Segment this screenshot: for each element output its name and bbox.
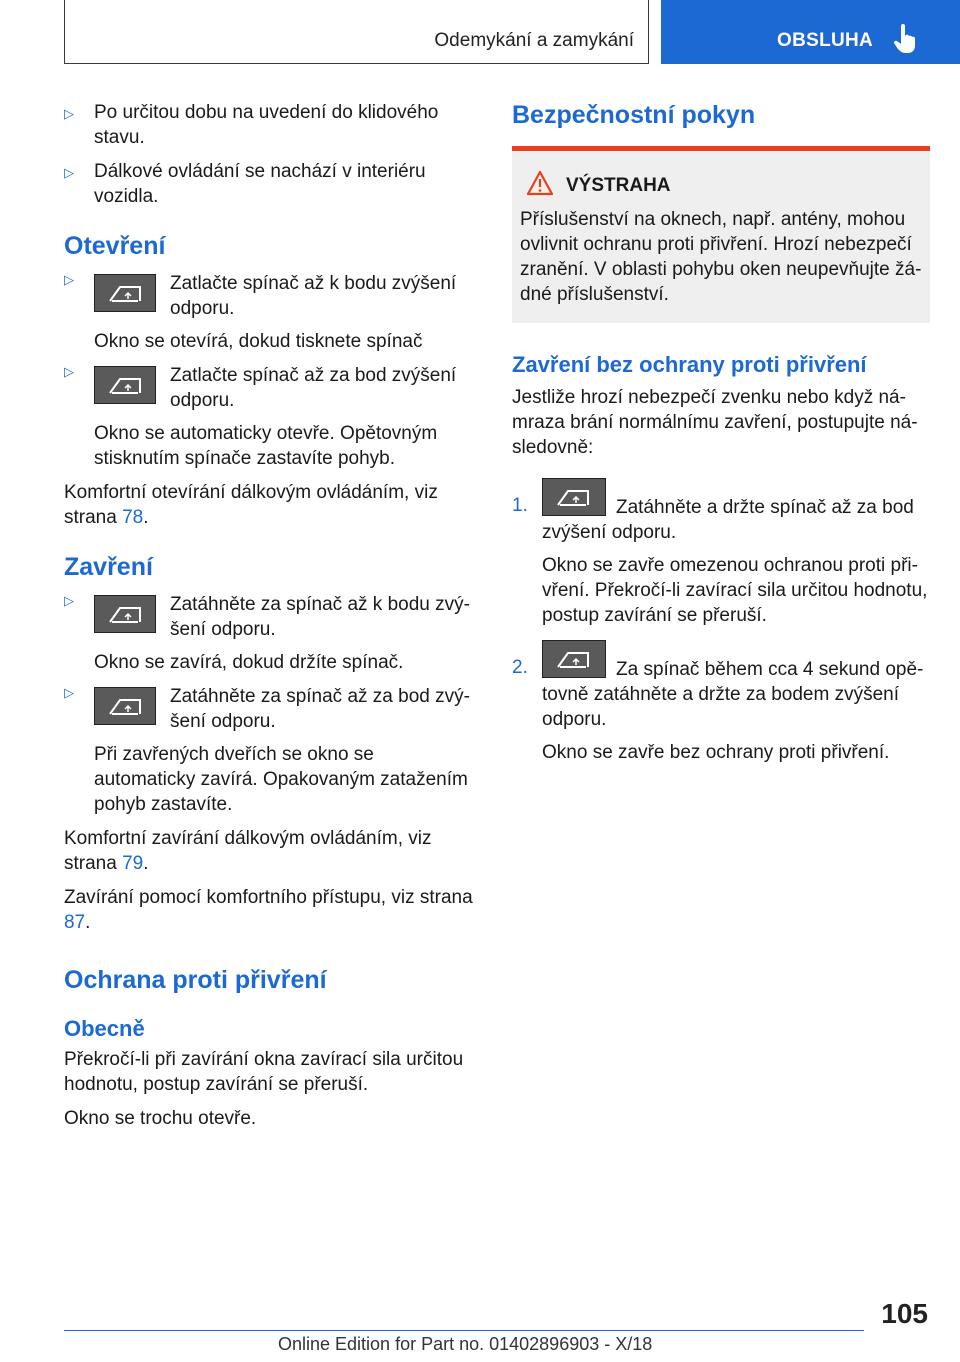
triangle-right-icon: ▷ <box>64 593 74 608</box>
left-column <box>64 100 480 1140</box>
cross-reference: Komfortní zavírání dálkovým ovládáním, viz strana 79. <box>64 828 432 874</box>
header-chapter-tab <box>661 0 960 64</box>
cross-reference: Zavírání pomocí komfortního přístupu, viz strana 87. <box>64 887 473 933</box>
section-title-protection: Ochrana proti přivření <box>64 966 327 994</box>
paragraph: Překročí-li při zavírání okna zavírací sila určitou hodnotu, postup zavírání se přeruší. <box>64 1049 464 1095</box>
triangle-right-icon: ▷ <box>64 685 74 700</box>
warning-triangle-icon <box>526 170 554 196</box>
window-switch-icon <box>94 366 156 404</box>
footer-divider <box>64 1330 864 1331</box>
list-item: ▷ Po určitou dobu na uvedení do klidového stavu. <box>64 102 439 148</box>
right-column <box>512 100 930 774</box>
page-number: 105 <box>881 1298 928 1329</box>
warning-box <box>512 146 930 323</box>
triangle-right-icon: ▷ <box>64 364 74 379</box>
step-note: Okno se zavře omezenou ochranou proti přivření. Překročí-li zavírací sila určitou hodnotu, postup zavírání se přeruší. <box>542 555 928 626</box>
window-switch-icon <box>542 640 606 678</box>
step-note: Okno se otevírá, dokud tisknete spínač <box>94 331 423 352</box>
step-number: 2. <box>512 657 528 678</box>
step-item: ▷ Zatáhněte za spínač až k bodu zvýšení odporu. <box>64 593 470 640</box>
numbered-step: 1. Zatáhněte a držte spínač až za bod zvýšení odporu. <box>512 478 930 545</box>
step-number: 1. <box>512 495 528 516</box>
step-item: ▷ Zatáhněte za spínač až za bod zvýšení odporu. <box>64 685 470 732</box>
cross-reference: Komfortní otevírání dálkovým ovládáním, viz strana 78. <box>64 482 438 528</box>
step-item: ▷ Zatlačte spínač až k bodu zvýšení odporu. <box>64 272 457 319</box>
triangle-right-icon: ▷ <box>64 165 74 180</box>
triangle-right-icon: ▷ <box>64 106 74 121</box>
page-link[interactable]: 79 <box>122 853 144 874</box>
section-title-no-protection: Zavření bez ochrany proti přivření <box>512 352 867 377</box>
section-title-safety: Bezpečnostní pokyn <box>512 101 756 129</box>
step-item: ▷ Zatlačte spínač až za bod zvýšení odporu. <box>64 364 457 411</box>
triangle-right-icon: ▷ <box>64 272 74 287</box>
paragraph: Jestliže hrozí nebezpečí zvenku nebo když námraza brání normálnímu zavření, postupujte následovně: <box>512 387 918 458</box>
header-chapter-title: OBSLUHA <box>777 30 874 51</box>
section-title-closing: Zavření <box>64 553 153 581</box>
window-switch-icon <box>542 478 606 516</box>
list-item: ▷ Dálkové ovládání se nachází v interiéru vozidla. <box>64 161 426 207</box>
section-title-opening: Otevření <box>64 232 166 260</box>
warning-title: VÝSTRAHA <box>566 175 922 197</box>
hand-pointer-icon <box>893 24 919 54</box>
window-switch-icon <box>94 274 156 312</box>
footer-edition: Online Edition for Part no. 01402896903 - X/18 <box>278 1334 653 1354</box>
numbered-step: 2. Za spínač během cca 4 sekund opětovně zatáhněte a držte za bodem zvýšení odporu. <box>512 640 930 732</box>
window-switch-icon <box>94 687 156 725</box>
subsection-title: Obecně <box>64 1016 145 1041</box>
header-section-tab <box>64 0 649 64</box>
paragraph: Okno se trochu otevře. <box>64 1108 257 1129</box>
step-note: Při zavřených dveřích se okno se automaticky zavírá. Opakovaným zatažením pohyb zastavíte. <box>94 744 468 815</box>
page-link[interactable]: 87 <box>64 912 86 933</box>
warning-text: Příslušenství na oknech, např. antény, mohou ovlivnit ochranu proti přivření. Hrozí nebezpečí zranění. V oblasti pohybu oken neupevňujte žádné příslušenství. <box>520 209 922 305</box>
step-note: Okno se zavře bez ochrany proti přivření. <box>542 742 890 763</box>
step-note: Okno se automaticky otevře. Opětovným stisknutím spínače zastavíte pohyb. <box>94 423 438 469</box>
step-note: Okno se zavírá, dokud držíte spínač. <box>94 652 404 673</box>
page-link[interactable]: 78 <box>122 507 144 528</box>
window-switch-icon <box>94 595 156 633</box>
header-section-title: Odemykání a zamykání <box>434 30 634 51</box>
